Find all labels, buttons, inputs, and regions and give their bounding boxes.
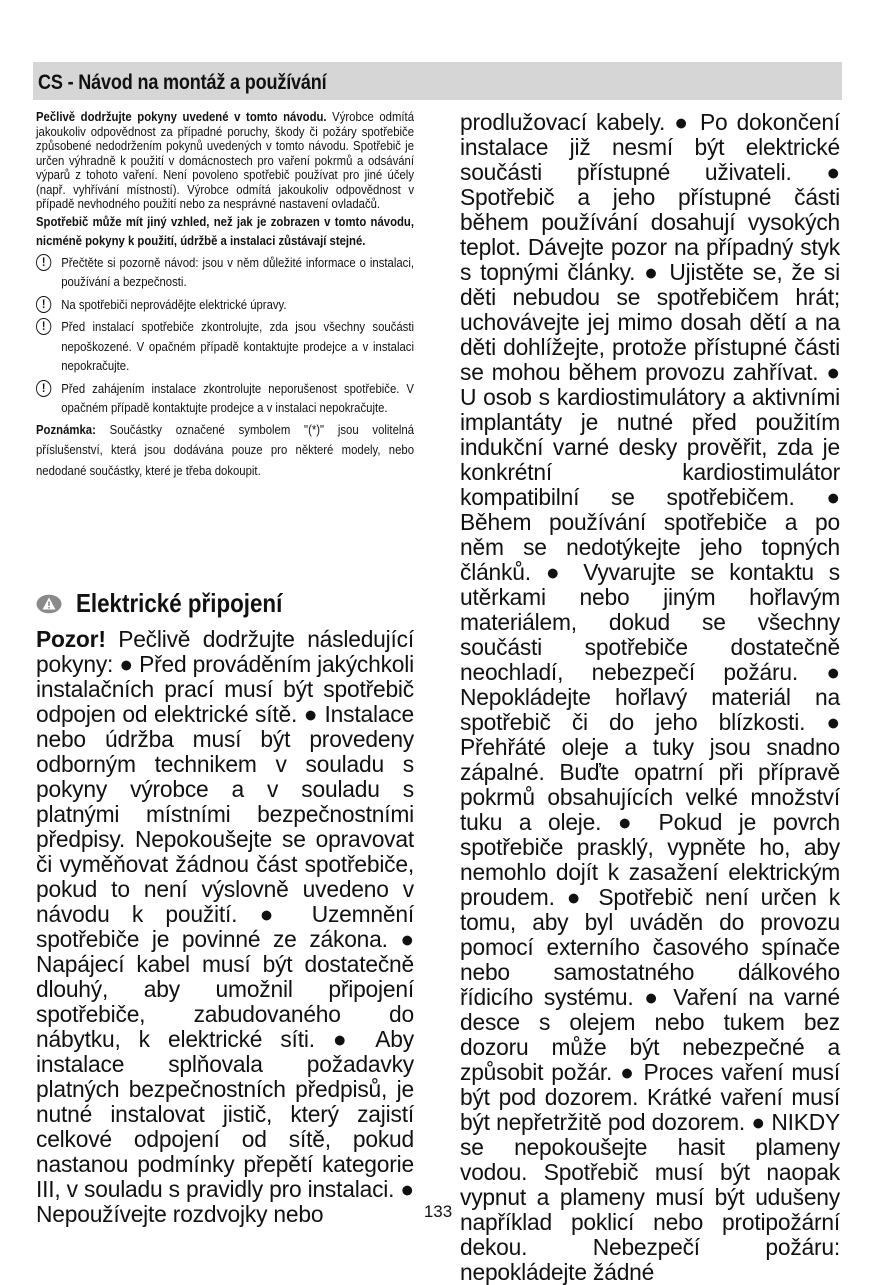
- intro-column: [36, 110, 414, 481]
- pozor-label: Pozor!: [36, 626, 106, 652]
- exclamation-circle-icon: !: [36, 380, 51, 397]
- exclamation-circle-icon: !: [36, 296, 51, 313]
- warning-triangle-icon: [36, 594, 62, 614]
- intro-text: Výrobce odmítá jakoukoliv odpovědnost za případné poruchy, škody či požáry spotřebiče způsobené nedodržením pokynů uvedených v tomto návodu. Spotřebič je určen výhradně k použití v domácnostech pro vaření pokrmů a odsávání výparů z tohoto vaření. Není povoleno spotřebič používat pro jiné účely (např. vyhřívání místností). Výrobce odmítá jakoukoliv odpovědnost v případě nevhodného použití nebo za nesprávné nastavení ovladačů.: [36, 110, 415, 211]
- warning-item: [36, 318, 414, 377]
- page-number: 133: [423, 1202, 453, 1221]
- appearance-note: Spotřebič může mít jiný vzhled, než jak je zobrazen v tomto návodu, nicméně pokyny k použití, údržbě a instalaci zůstávají stejné.: [36, 214, 414, 248]
- note-label: Poznámka:: [36, 422, 96, 437]
- page-title: CS - Návod na montáž a používání: [38, 71, 327, 94]
- electrical-text-left: [36, 627, 414, 1227]
- note-text: Součástky označené symbolem "(*)" jsou volitelná příslušenství, která jsou dodávána pouze pro některé modely, nebo nedodané součástky, které je třeba dokoupit.: [36, 422, 414, 478]
- intro-block: [36, 110, 414, 481]
- exclamation-circle-icon: !: [36, 318, 51, 335]
- electrical-text-right: [460, 110, 840, 1285]
- intro-bold-lead: Pečlivě dodržujte pokyny uvedené v tomto návodu.: [36, 110, 327, 124]
- intro-paragraph: [36, 110, 414, 212]
- exclamation-circle-icon: !: [36, 254, 51, 271]
- electrical-right-text: prodlužovací kabely. ● Po dokončení instalace již nesmí být elektrické součásti přístupné uživateli. ● Spotřebič a jeho přístupné části během používání dosahují vysokých teplot. Dávejte pozor na případný styk s topnými články. ● Ujistěte se, že si děti nebudou se spotřebičem hrát; uchovávejte jej mimo dosah dětí a na děti dohlížejte, protože přístupné části se mohou během provozu zahřívat. ● U osob s kardiostimulátory a aktivními implantáty je nutné před použitím indukční varné desky prověřit, zda je konkrétní kardiostimulátor kompatibilní se spotřebičem. ● Během používání spotřebiče a po něm se nedotýkejte jeho topných článků. ● Vyvarujte se kontaktu s utěrkami nebo jiným hořlavým materiálem, dokud se všechny součásti spotřebiče dostatečně neochladí, nebezpečí požáru. ● Nepokládejte hořlavý materiál na spotřebič či do jeho blízkosti. ● Přehřáté oleje a tuky jsou snadno zápalné. Buďte opatrní při přípravě pokrmů obsahujících velké množství tuku a oleje. ● Pokud je povrch spotřebiče prasklý, vypněte ho, aby nemohlo dojít k zasažení elektrickým proudem. ● Spotřebič není určen k tomu, aby byl uváděn do provozu pomocí externího časového spínače nebo samostatného dálkového řídicího systému. ● Vaření na varné desce s olejem nebo tukem bez dozoru může být nebezpečné a způsobit požár. ● Proces vaření musí být pod dozorem. Krátké vaření musí být nepřetržitě pod dozorem. ● NIKDY se nepokoušejte hasit plameny vodou. Spotřebič musí být naopak vypnut a plameny musí být udušeny například poklicí nebo protipožární dekou. Nebezpečí požáru: nepokládejte žádné: [460, 109, 840, 1285]
- section-title: Elektrické připojení: [76, 588, 283, 618]
- warning-item: [36, 380, 414, 419]
- warning-text: Na spotřebiči neprovádějte elektrické úpravy.: [61, 297, 287, 312]
- section-heading: [36, 588, 316, 619]
- warning-item: [36, 254, 414, 293]
- electrical-left-text: Pečlivě dodržujte následující pokyny: ● Před prováděním jakýchkoli instalačních prací musí být spotřebič odpojen od elektrické sítě. ● Instalace nebo údržba musí být provedeny odborným technikem v souladu s pokyny výrobce a v souladu s platnými místními bezpečnostními předpisy. Nepokoušejte se opravovat či vyměňovat žádnou část spotřebiče, pokud to není výslovně uvedeno v návodu k použití. ● Uzemnění spotřebiče je povinné ze zákona. ● Napájecí kabel musí být dostatečně dlouhý, aby umožnil připojení spotřebiče, zabudovaného do nábytku, k elektrické síti. ● Aby instalace splňovala požadavky platných bezpečnostních předpisů, je nutné instalovat jistič, který zajistí celkové odpojení od sítě, pokud nastanou podmínky přepětí kategorie III, v souladu s pravidly pro instalaci. ● Nepoužívejte rozdvojky nebo: [36, 626, 414, 1227]
- header-bar: [33, 62, 842, 100]
- warning-text: Před instalací spotřebiče zkontrolujte, zda jsou všechny součásti nepoškozené. V opačném případě kontaktujte prodejce a v instalaci nepokračujte.: [61, 320, 414, 373]
- warning-text: Před zahájením instalace zkontrolujte neporušenost spotřebiče. V opačném případě kontaktujte prodejce a v instalaci nepokračujte.: [61, 381, 414, 415]
- warning-text: Přečtěte si pozorně návod: jsou v něm důležité informace o instalaci, používání a bezpečnosti.: [61, 255, 414, 289]
- accessories-note: [36, 420, 414, 482]
- warning-item: [36, 296, 414, 316]
- electrical-paragraph-left: [36, 627, 414, 1227]
